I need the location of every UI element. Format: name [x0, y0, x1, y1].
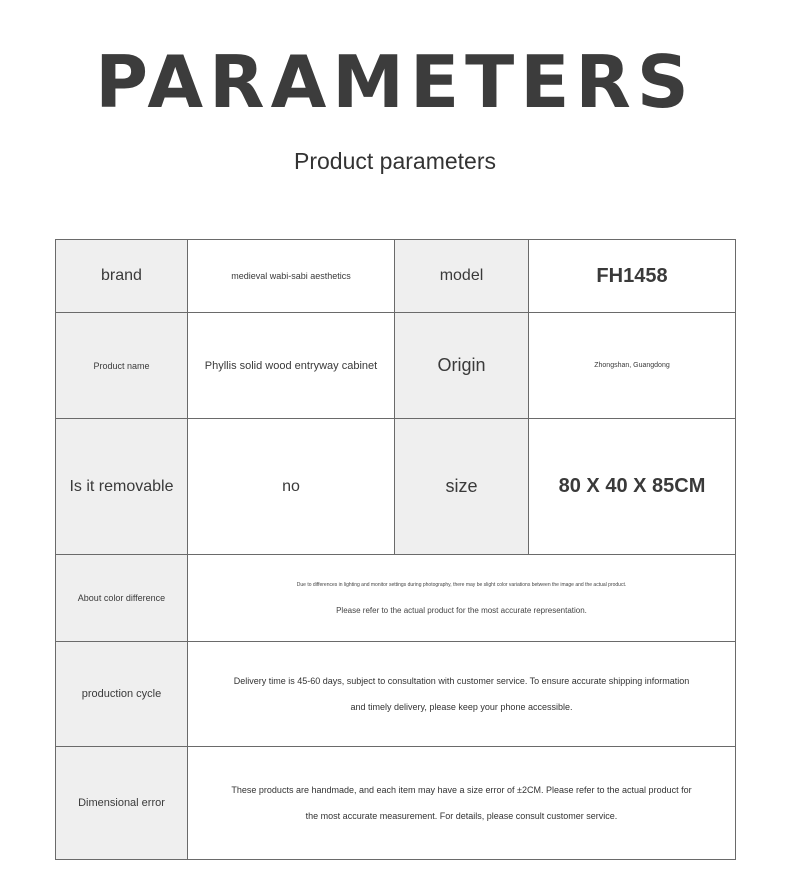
production-cycle-value: [188, 642, 736, 747]
production-cycle-line-2: and timely delivery, please keep your phone accessible.: [350, 702, 573, 712]
removable-label: Is it removable: [56, 419, 188, 555]
color-difference-line-2: Please refer to the actual product for the most accurate representation.: [336, 605, 587, 615]
dimensional-error-line-2: the most accurate measurement. For details, please consult customer service.: [305, 811, 618, 821]
production-cycle-line-1: Delivery time is 45-60 days, subject to consultation with customer service. To ensure accurate shipping information: [233, 676, 690, 686]
brand-value: medieval wabi-sabi aesthetics: [188, 240, 395, 313]
color-difference-label: About color difference: [56, 555, 188, 642]
product-name-value: Phyllis solid wood entryway cabinet: [188, 313, 395, 419]
table-row: [56, 555, 736, 642]
table-row: [56, 313, 736, 419]
brand-label: brand: [56, 240, 188, 313]
page-title: PARAMETERS: [95, 40, 695, 124]
model-value: FH1458: [529, 240, 736, 313]
origin-label: Origin: [395, 313, 529, 419]
table-row: [56, 747, 736, 860]
color-difference-value: [188, 555, 736, 642]
production-cycle-label: production cycle: [56, 642, 188, 747]
dimensional-error-value: [188, 747, 736, 860]
size-value: 80 X 40 X 85CM: [529, 419, 736, 555]
product-name-label: Product name: [56, 313, 188, 419]
page-subtitle: Product parameters: [294, 148, 496, 174]
table-row: [56, 240, 736, 313]
table-row: [56, 419, 736, 555]
table-row: [56, 642, 736, 747]
removable-value: no: [188, 419, 395, 555]
origin-value: Zhongshan, Guangdong: [529, 313, 736, 419]
parameters-table: [55, 239, 736, 860]
dimensional-error-line-1: These products are handmade, and each item may have a size error of ±2CM. Please refer to the actual product for: [231, 785, 692, 795]
size-label: size: [395, 419, 529, 555]
dimensional-error-label: Dimensional error: [56, 747, 188, 860]
model-label: model: [395, 240, 529, 313]
color-difference-line-1: Due to differences in lighting and monitor settings during photography, there may be slight color variations between the image and the actual product.: [296, 581, 627, 588]
